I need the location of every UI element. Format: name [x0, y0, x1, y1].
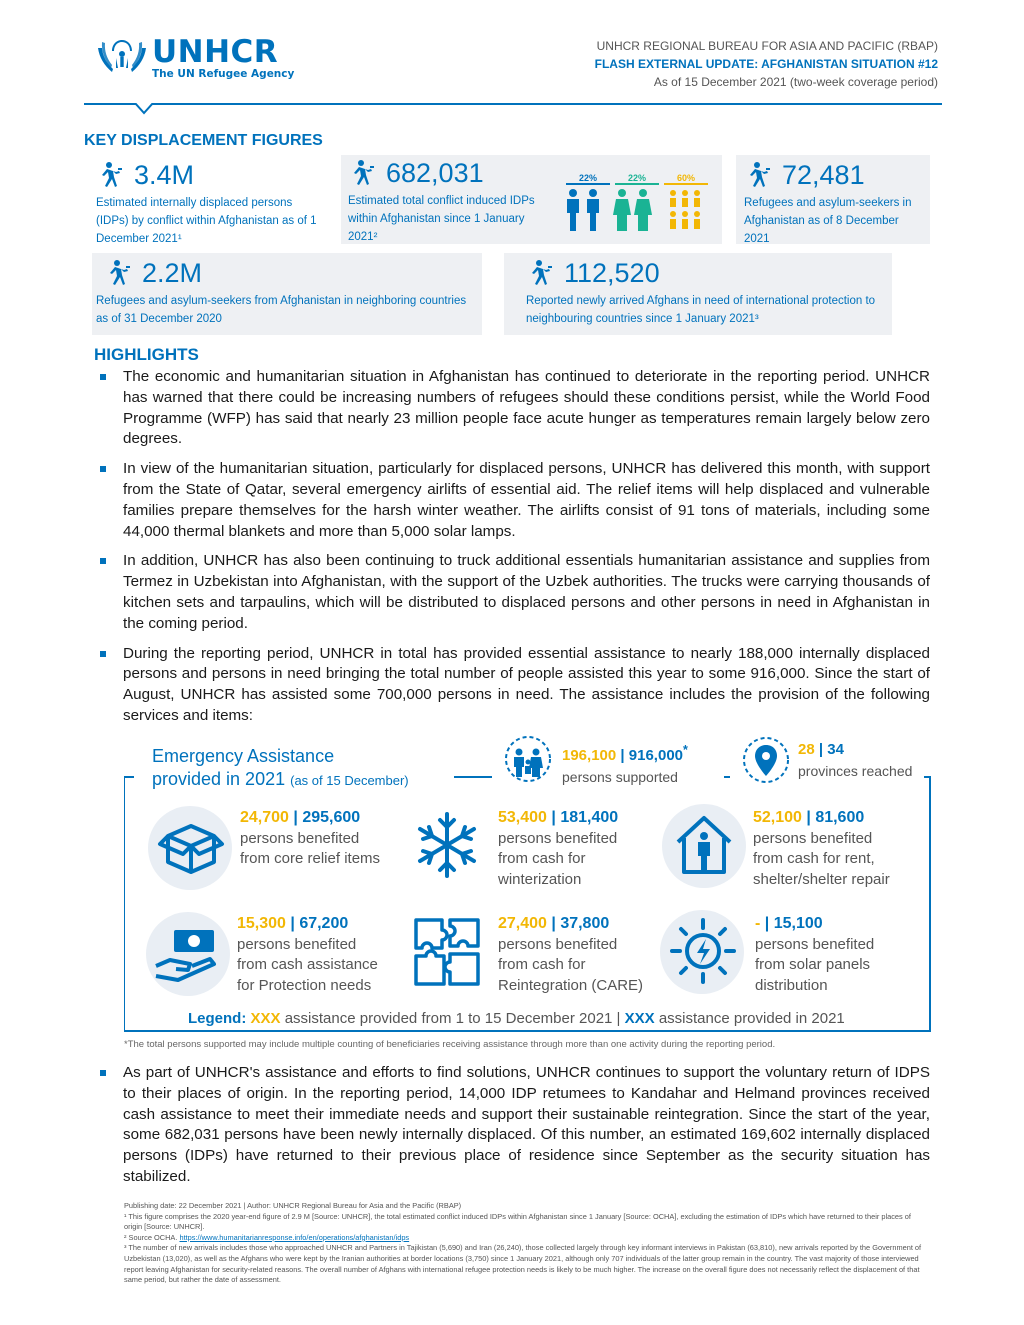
legend-recent-text: assistance provided from 1 to 15 December 2021 | [284, 1010, 621, 1027]
location-pin-icon [738, 735, 794, 785]
running-person-icon [526, 258, 556, 288]
report-title: FLASH EXTERNAL UPDATE: AFGHANISTAN SITUATION #12 [594, 57, 938, 71]
highlight-item: In addition, UNHCR has also been continuing to truck additional essentials humanitarian assistance and supplies from Termez in Uzbekistan into Afghanistan, with the support of the Uzbek authorities. The trucks were carrying thousands of kitchen sets and tarpaulins, which will be distributed to displaced persons and other persons in need in Afghanistan in the coming period. [100, 551, 930, 634]
stat-label: persons benefited [753, 829, 873, 847]
running-person-icon [96, 160, 126, 190]
legend-recent-swatch: XXX [250, 1010, 281, 1027]
puzzle-icon [410, 914, 486, 990]
running-person-icon [744, 160, 774, 190]
cash-hand-icon [148, 914, 228, 994]
footnotes [124, 1201, 930, 1286]
stat-label: persons benefited [237, 935, 357, 953]
new-arrivals-value: 112,520 [564, 258, 660, 288]
provinces-stat: 28 | 34 provinces reached [798, 740, 912, 781]
footnote-3: ³ The number of new arrivals includes those who approached UNHCR and Partners in Tajikistan (5,690) and Iran (26,240), those collected largely through key informant interviews in Pakistan (63,810), new arrivals reported by the Government of Uzbekistan (13,020), as well as the Afghans who were kept by the Iranian authorities at border locations (3,750) since 1 January 2021, although only 707 individuals of the latter group remain in the country. The vast majority of those interviewed report leaving Afghanistan for security-related reasons. The overall number of Afghans with international refugee protection needs is likely to be much higher. The increase on the overall figure does not necessarily reflect the displacement of that same period, but rather the date of assessment. [124, 1243, 922, 1285]
stat-label: persons benefited [240, 829, 360, 847]
conflict-idp-description: Estimated total conflict induced IDPs within Afghanistan since 1 January 2021² [348, 195, 535, 243]
infographic-footnote: *The total persons supported may include multiple counting of beneficiaries receiving assistance through more than one activity during the reporting period. [124, 1039, 776, 1050]
stat-label: persons benefited [755, 935, 875, 953]
stat-label: from cash assistance [237, 956, 378, 973]
emergency-assistance-title [152, 745, 409, 792]
core-relief-items-stat: 24,700 | 295,600 persons benefited from core relief items [240, 808, 380, 870]
stat-label: from cash for [498, 850, 586, 867]
logo-name: UNHCR [152, 34, 279, 70]
stat-recent: - [755, 915, 761, 932]
stat-label: from core relief items [240, 850, 381, 867]
stat-total: 15,100 [773, 915, 823, 932]
provinces-total: 34 [827, 741, 844, 758]
new-arrivals-description: Reported newly arrived Afghans in need of international protection to neighbouring countries since 1 January 2021³ [526, 295, 876, 325]
refugees-afg-value: 72,481 [782, 160, 865, 190]
legend-total-swatch: XXX [624, 1010, 655, 1027]
footnote-2 [124, 1233, 930, 1244]
stat-label: persons benefited [498, 935, 618, 953]
idp-figure [96, 160, 326, 248]
refugees-neighbors-figure [96, 258, 476, 328]
conflict-idp-figure [348, 158, 548, 246]
provinces-label: provinces reached [798, 762, 913, 779]
emergency-title-line1: Emergency Assistance [152, 746, 335, 766]
demographic-people-icon [562, 188, 712, 232]
winterization-stat: 53,400 | 181,400 persons benefited from cash for winterization [498, 808, 618, 890]
legend-label: Legend: [188, 1010, 247, 1027]
bureau-name: UNHCR REGIONAL BUREAU FOR ASIA AND PACIFIC (RBAP) [596, 39, 938, 53]
provinces-recent: 28 [798, 741, 815, 758]
supported-footnote-star: * [683, 743, 688, 757]
pct-men-label: 22% [566, 173, 610, 185]
stat-total: 181,400 [560, 809, 619, 826]
idp-value: 3.4M [134, 160, 195, 190]
legend-total-text: assistance provided in 2021 [658, 1010, 845, 1027]
pct-women-label: 22% [615, 173, 659, 185]
highlight-item: During the reporting period, UNHCR in total has provided essential assistance to nearly 188,000 internally displaced persons and persons in need bringing the total number of people assisted this year to some 916,000. Since the start of August, UNHCR has assisted some 700,000 persons in need. The assistance includes the provision of the following services and items: [100, 644, 930, 727]
new-arrivals-figure [526, 258, 886, 328]
snowflake-icon [410, 808, 484, 882]
highlights-list-continued [100, 1063, 930, 1197]
footnote-2-prefix: ² Source OCHA. [124, 1232, 178, 1242]
persons-supported-stat: 196,100 | 916,000* persons supported [562, 740, 688, 787]
stat-label: from cash for rent, [753, 850, 875, 867]
highlight-item: The economic and humanitarian situation in Afghanistan has continued to deteriorate in the reporting period. UNHCR has warned that there could be increasing numbers of refugees should these conditions persist, while the World Food Programme (WFP) has said that nearly 23 million people face acute hunger as temperatures remain largely below zero degrees. [100, 367, 930, 450]
idp-description: Estimated internally displaced persons (IDPs) by conflict within Afghanistan as of 1 December 2021¹ [96, 197, 317, 245]
box-icon [152, 808, 230, 886]
stat-recent: 27,400 [498, 915, 547, 932]
stat-label: shelter/shelter repair [753, 870, 890, 888]
reintegration-stat: 27,400 | 37,800 persons benefited from cash for Reintegration (CARE) [498, 914, 643, 996]
footnote-1: ¹ This figure comprises the 2020 year-end figure of 2.9 M [Source: UNHCR], the total estimated conflict induced IDPs within Afghanistan since 1 January [Source: OCHA], excluding the estimation of IDPs which have returned to their places of origin [Source: UNHCR]. [124, 1211, 911, 1232]
stat-recent: 52,100 [753, 809, 802, 826]
highlight-item: As part of UNHCR's assistance and efforts to find solutions, UNHCR continues to support the voluntary return of IDPS to their places of origin. In the reporting period, 14,000 IDP retumees to Kandahar and Helmand provinces received cash assistance to meet their immediate needs and support their sustainable reintegration. Since the start of the year, some 682,031 persons have been newly internally displaced. Of this number, an estimated 169,602 internally displaced persons (IDPs) have returned to their previous place of residence since September as the security situation has stabilized. [100, 1063, 930, 1188]
stat-label: Reintegration (CARE) [498, 976, 644, 994]
stat-label: for Protection needs [237, 976, 372, 994]
solar-energy-icon [664, 912, 742, 990]
solar-panels-stat: - | 15,100 persons benefited from solar panels distribution [755, 914, 874, 996]
stat-label: from cash for [498, 956, 586, 973]
stat-total: 295,600 [302, 809, 361, 826]
ocha-idps-link[interactable]: https://www.humanitarianresponse.info/en/operations/afghanistan/idps [179, 1232, 410, 1242]
refugees-neighbors-description: Refugees and asylum-seekers from Afghanistan in neighboring countries as of 31 December 2020 [96, 295, 467, 325]
logo-tagline: The UN Refugee Agency [152, 68, 295, 80]
refugees-neighbors-value: 2.2M [142, 258, 203, 288]
family-icon [500, 735, 556, 783]
stat-recent: 24,700 [240, 809, 289, 826]
supported-label: persons supported [562, 768, 678, 785]
unhcr-logo-icon [92, 34, 152, 84]
highlight-item: In view of the humanitarian situation, particularly for displaced persons, UNHCR has delivered this month, with support from the State of Qatar, several emergency airlifts of essential aid. The relief items will help displaced and vulnerable families prepare themselves for the harsh winter weather. The airlifts consist of 91 tons of materials, including some 44,000 thermal blankets and more than 5,000 solar lamps. [100, 459, 930, 542]
header-notch [135, 103, 153, 121]
stat-label: winterization [498, 870, 582, 888]
highlights-title: HIGHLIGHTS [94, 345, 199, 364]
stat-label: from solar panels [755, 956, 871, 973]
logo-wordmark [152, 36, 294, 81]
shelter-stat: 52,100 | 81,600 persons benefited from cash for rent, shelter/shelter repair [753, 808, 890, 890]
report-header [595, 37, 938, 91]
stat-label: distribution [755, 976, 828, 994]
publishing-info: Publishing date: 22 December 2021 | Author: UNHCR Regional Bureau for Asia and the Pacific (RBAP) [124, 1201, 462, 1210]
stat-total: 67,200 [299, 915, 349, 932]
header-rule [84, 103, 942, 105]
emergency-title-line2: provided in 2021 [152, 769, 286, 789]
conflict-idp-value: 682,031 [386, 158, 484, 188]
stat-total: 81,600 [815, 809, 865, 826]
shelter-icon [666, 806, 742, 882]
highlights-list [100, 367, 930, 736]
emergency-title-note: (as of 15 December) [290, 773, 409, 788]
protection-cash-stat: 15,300 | 67,200 persons benefited from cash assistance for Protection needs [237, 914, 378, 996]
legend [188, 1010, 845, 1027]
stat-total: 37,800 [560, 915, 610, 932]
running-person-icon [348, 158, 378, 188]
pct-children-label: 60% [664, 173, 708, 185]
stat-label: persons benefited [498, 829, 618, 847]
running-person-icon [104, 258, 134, 288]
report-date: As of 15 December 2021 (two-week coverage period) [653, 75, 938, 89]
stat-recent: 15,300 [237, 915, 286, 932]
supported-total: 916,000 [628, 747, 684, 764]
supported-recent: 196,100 [562, 747, 617, 764]
key-figures-title: KEY DISPLACEMENT FIGURES [84, 132, 323, 149]
refugees-afg-figure [744, 160, 924, 248]
refugees-afg-description: Refugees and asylum-seekers in Afghanistan as of 8 December 2021 [744, 197, 912, 245]
stat-recent: 53,400 [498, 809, 547, 826]
